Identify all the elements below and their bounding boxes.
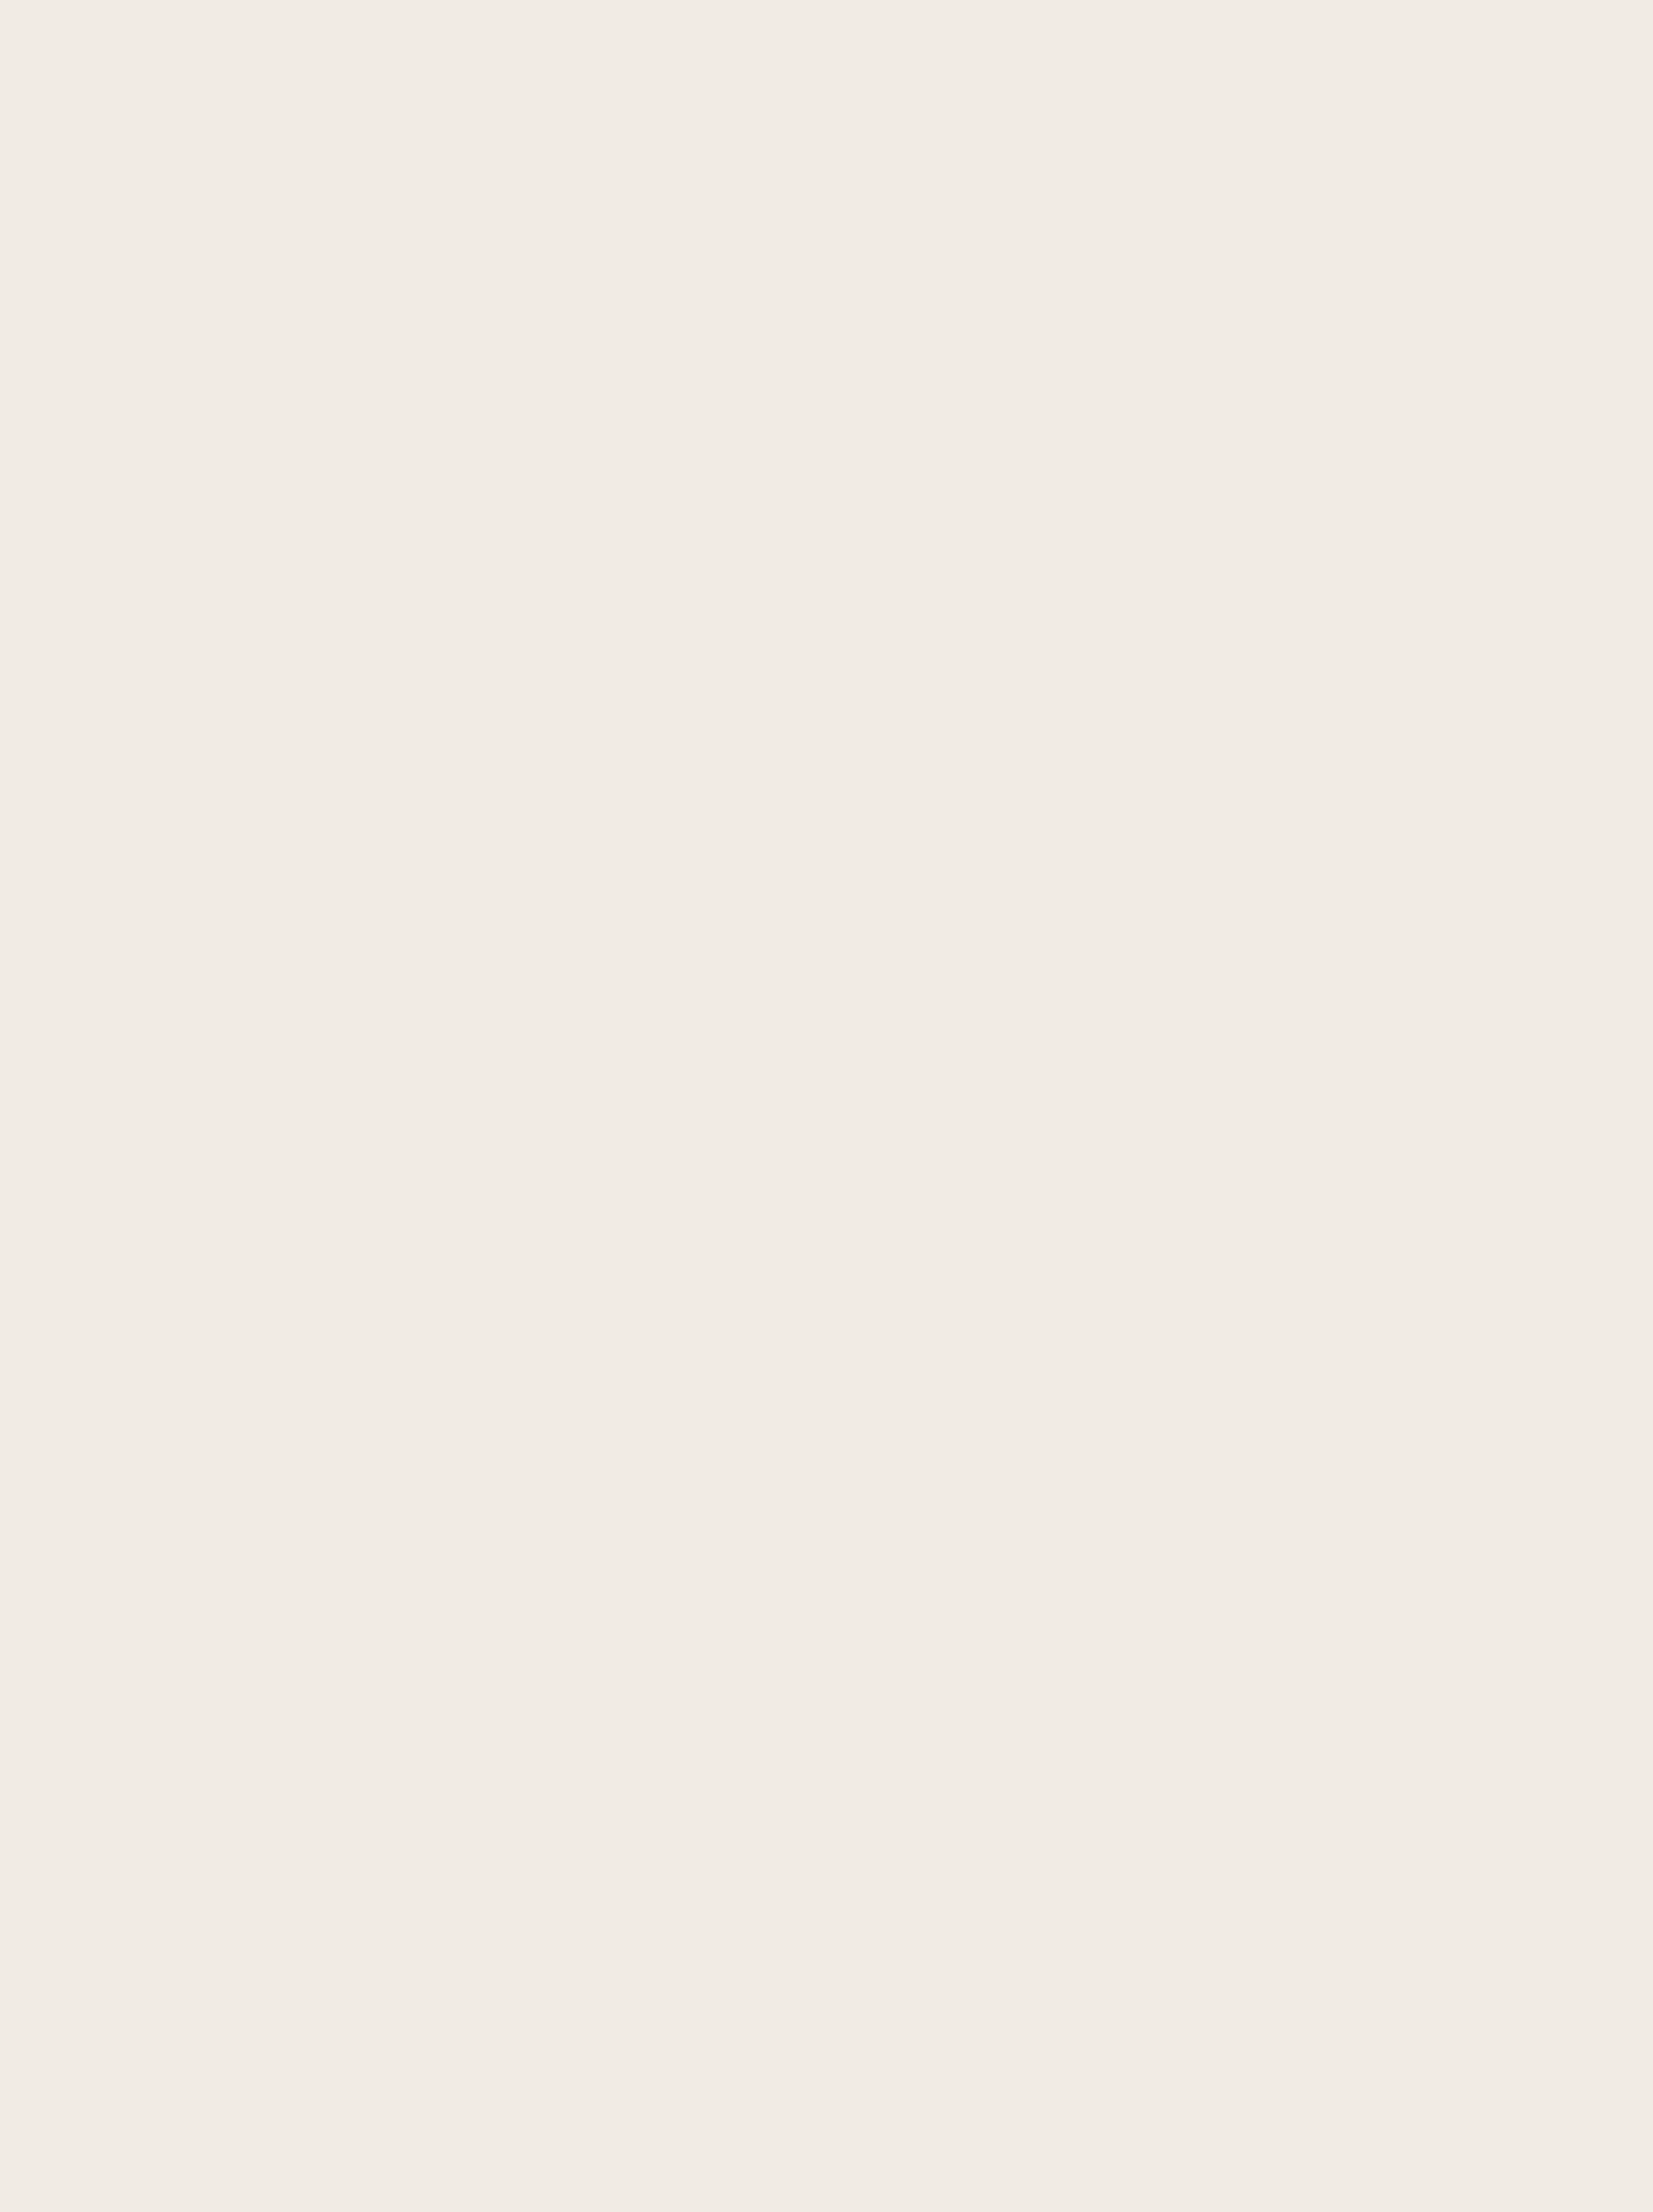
left-column [43,42,814,65]
